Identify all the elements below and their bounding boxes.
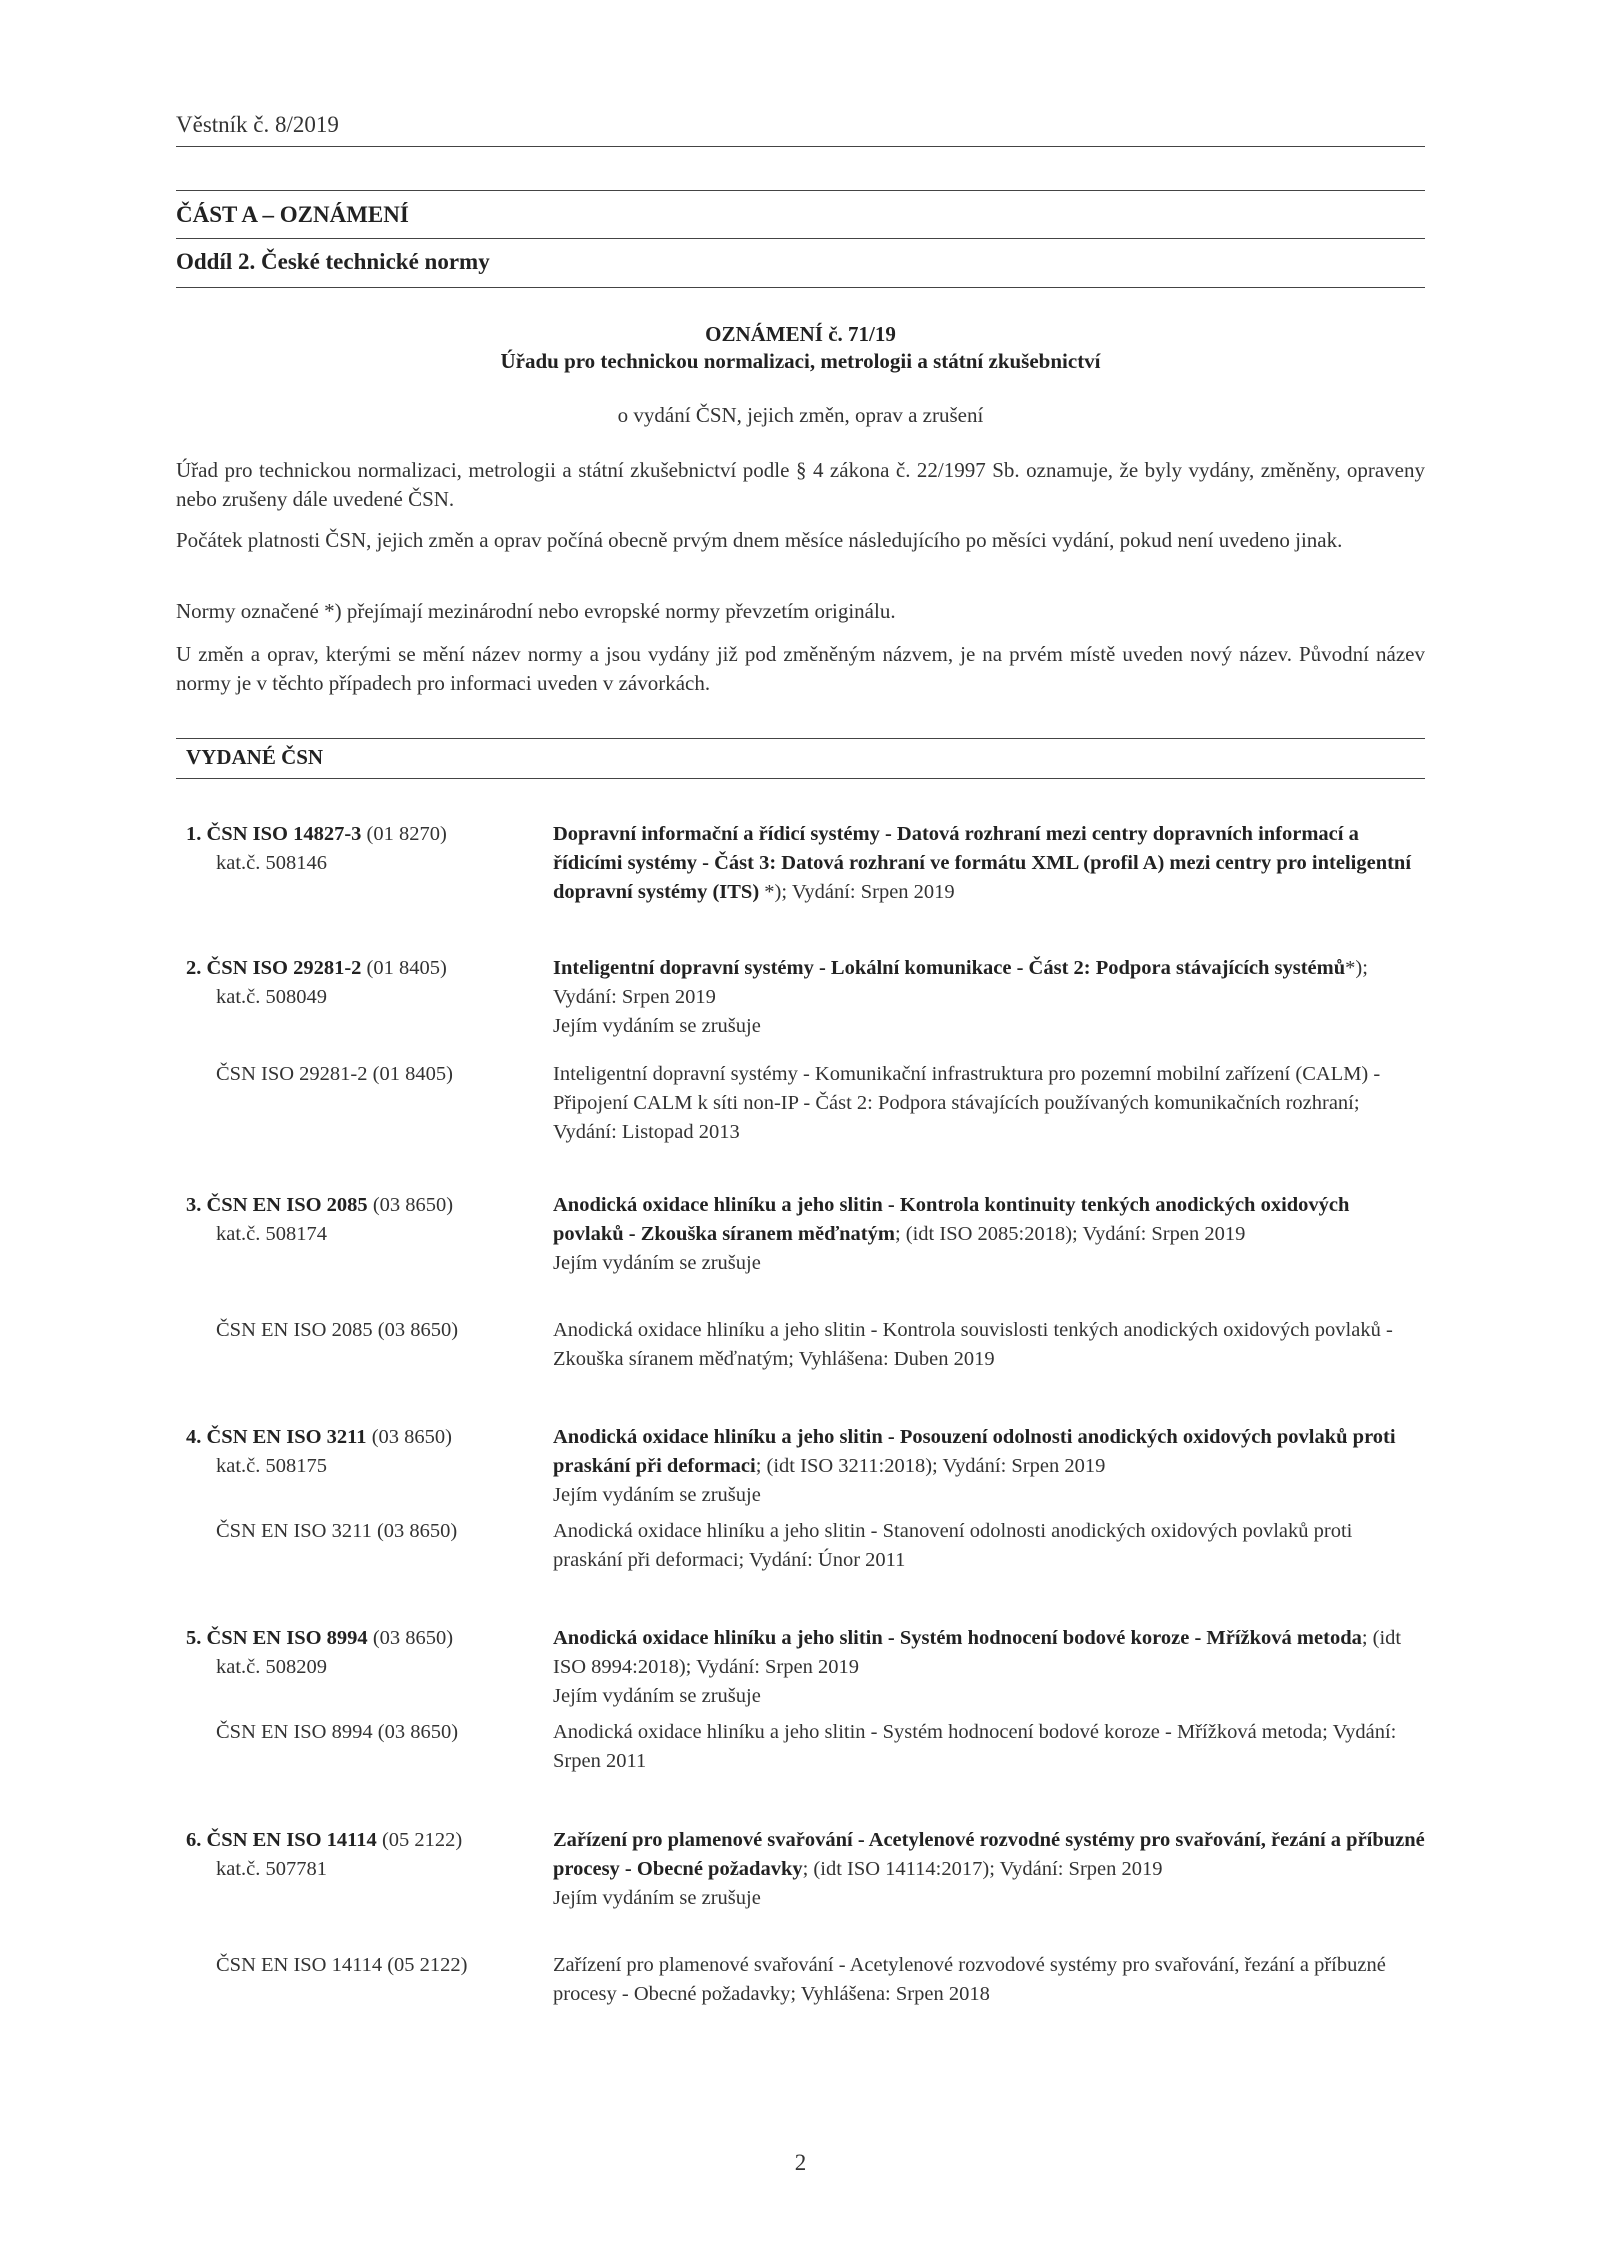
entry-code-block: [176, 820, 536, 878]
entry-code: ČSN ISO 29281-2: [206, 957, 362, 979]
entry-catalog: kat.č. 507781: [216, 1858, 328, 1880]
entry-number: 1.: [186, 823, 202, 845]
entry-title-block: [553, 1423, 1425, 1510]
entry-code-block: [176, 1826, 536, 1884]
section-title: Oddíl 2. České technické normy: [176, 249, 490, 274]
old-entry-code: ČSN EN ISO 3211 (03 8650): [216, 1520, 458, 1542]
entry-title-block: [553, 1624, 1425, 1711]
header-rule: [176, 146, 1425, 147]
adoption-paragraph: Normy označené *) přejímají mezinárodní nebo evropské normy převzetím originálu.: [176, 599, 896, 623]
part-top-rule: [176, 190, 1425, 191]
entry-code-block: [176, 1423, 536, 1481]
entry-title: Anodická oxidace hliníku a jeho slitin - Kontrola kontinuity tenkých anodických oxidových povlaků - Zkouška síranem měďnatým: [553, 1194, 1350, 1245]
entry-title-details: *); Vydání: Srpen 2019: [759, 881, 955, 903]
notice-title: OZNÁMENÍ č. 71/19: [705, 322, 896, 346]
part-title: ČÁST A – OZNÁMENÍ: [176, 202, 409, 227]
old-entry-code: ČSN ISO 29281-2 (01 8405): [216, 1063, 453, 1085]
entry-title: Anodická oxidace hliníku a jeho slitin - Systém hodnocení bodové koroze - Mřížková metoda: [553, 1627, 1362, 1649]
entry-number: 6.: [186, 1829, 202, 1851]
old-entry-code: ČSN EN ISO 14114 (05 2122): [216, 1954, 468, 1976]
old-entry-title: Anodická oxidace hliníku a jeho slitin - Kontrola souvislosti tenkých anodických oxidových povlaků - Zkouška síranem měďnatým; Vyhlášena: Duben 2019: [553, 1319, 1393, 1370]
old-entry-code: ČSN EN ISO 2085 (03 8650): [216, 1319, 459, 1341]
entry-title-block: [553, 1191, 1425, 1278]
old-entry-title: Inteligentní dopravní systémy - Komunikační infrastruktura pro pozemní mobilní zařízení (CALM) - Připojení CALM k síti non-IP - Část 2: Podpora stávajících používaných komunikačních rozhraní; Vydání: Listopad 2013: [553, 1063, 1381, 1143]
entry-code-block: [176, 954, 536, 1012]
old-entry-title: Zařízení pro plamenové svařování - Acetylenové rozvodové systémy pro svařování, řezání a příbuzné procesy - Obecné požadavky; Vyhlášena: Srpen 2018: [553, 1954, 1386, 2005]
entry-catalog: kat.č. 508175: [216, 1455, 328, 1477]
entry-title-details: ; (idt ISO 8994:2018); Vydání: Srpen 2019: [553, 1627, 1402, 1678]
subsection-title: VYDANÉ ČSN: [186, 745, 324, 769]
entry-catalog: kat.č. 508146: [216, 852, 328, 874]
entry-number: 3.: [186, 1194, 202, 1216]
entry-number: 2.: [186, 957, 202, 979]
entry-number: 5.: [186, 1627, 202, 1649]
entry-class: (01 8405): [366, 957, 447, 979]
intro-paragraph: Úřad pro technickou normalizaci, metrologii a státní zkušebnictví podle § 4 zákona č. 22/1997 Sb. oznamuje, že byly vydány, změněny, opraveny nebo zrušeny dále uvedené ČSN.: [176, 458, 1425, 511]
entry-title-block: [553, 954, 1425, 1041]
entry-code: ČSN EN ISO 8994: [206, 1627, 368, 1649]
page-number: 2: [794, 2150, 807, 2175]
notice-authority: Úřadu pro technickou normalizaci, metrologii a státní zkušebnictví: [500, 349, 1101, 373]
entry-title-details: ; (idt ISO 2085:2018); Vydání: Srpen 2019: [894, 1223, 1246, 1245]
replaces-note: Jejím vydáním se zrušuje: [553, 1685, 761, 1707]
entry-code-block: [176, 1624, 536, 1682]
running-head: Věstník č. 8/2019: [176, 112, 339, 137]
entry-code: ČSN EN ISO 14114: [206, 1829, 377, 1851]
replaces-note: Jejím vydáním se zrušuje: [553, 1484, 761, 1506]
entry-catalog: kat.č. 508049: [216, 986, 328, 1008]
entry-class: (03 8650): [372, 1194, 454, 1216]
validity-paragraph: Počátek platnosti ČSN, jejich změn a oprav počíná obecně prvým dnem měsíce následujícího po měsíci vydání, pokud není uvedeno jinak.: [176, 528, 1343, 552]
section-bottom-rule: [176, 287, 1425, 288]
entry-title: Zařízení pro plamenové svařování - Acetylenové rozvodné systémy pro svařování, řezání a příbuzné procesy - Obecné požadavky: [553, 1829, 1425, 1880]
replaces-note: Jejím vydáním se zrušuje: [553, 1887, 761, 1909]
subsection-bottom-rule: [176, 778, 1425, 779]
entry-catalog: kat.č. 508174: [216, 1223, 328, 1245]
entry-class: (03 8650): [372, 1627, 454, 1649]
notice-subject: o vydání ČSN, jejich změn, oprav a zrušení: [617, 403, 984, 427]
name-change-paragraph: U změn a oprav, kterými se mění název normy a jsou vydány již pod změněným názvem, je na prvém místě uveden nový název. Původní název normy je v těchto případech pro informaci uveden v závorkách.: [176, 642, 1425, 695]
old-entry-title: Anodická oxidace hliníku a jeho slitin - Stanovení odolnosti anodických oxidových povlaků proti praskání při deformaci; Vydání: Únor 2011: [553, 1520, 1353, 1571]
entry-title: Anodická oxidace hliníku a jeho slitin - Posouzení odolnosti anodických oxidových povlaků proti praskání při deformaci: [553, 1426, 1396, 1477]
replaces-note: Jejím vydáním se zrušuje: [553, 1015, 761, 1037]
entry-code-block: [176, 1191, 536, 1249]
entry-code: ČSN ISO 14827-3: [206, 823, 362, 845]
entry-title-details: ; (idt ISO 3211:2018); Vydání: Srpen 2019: [755, 1455, 1106, 1477]
old-entry-code: ČSN EN ISO 8994 (03 8650): [216, 1721, 459, 1743]
entry-class: (05 2122): [381, 1829, 463, 1851]
entry-title-block: [553, 820, 1425, 907]
old-entry-title: Anodická oxidace hliníku a jeho slitin - Systém hodnocení bodové koroze - Mřížková metoda; Vydání: Srpen 2011: [553, 1721, 1397, 1772]
entry-title: Dopravní informační a řídicí systémy - Datová rozhraní mezi centry dopravních informací a řídicími systémy - Část 3: Datová rozhraní ve formátu XML (profil A) mezi centry pro inteligentní dopravní systémy (ITS): [553, 823, 1412, 903]
entry-code: ČSN EN ISO 2085: [206, 1194, 368, 1216]
entry-number: 4.: [186, 1426, 202, 1448]
entry-catalog: kat.č. 508209: [216, 1656, 328, 1678]
subsection-top-rule: [176, 738, 1425, 739]
part-bottom-rule: [176, 238, 1425, 239]
replaces-note: Jejím vydáním se zrušuje: [553, 1252, 761, 1274]
entry-title-details: *); Vydání: Srpen 2019: [553, 957, 1368, 1008]
entry-title-block: [553, 1826, 1425, 1913]
entry-code: ČSN EN ISO 3211: [206, 1426, 367, 1448]
entry-title-details: ; (idt ISO 14114:2017); Vydání: Srpen 2019: [802, 1858, 1163, 1880]
entry-title: Inteligentní dopravní systémy - Lokální komunikace - Část 2: Podpora stávajících systémů: [553, 957, 1346, 979]
entry-class: (01 8270): [366, 823, 447, 845]
entry-class: (03 8650): [371, 1426, 452, 1448]
